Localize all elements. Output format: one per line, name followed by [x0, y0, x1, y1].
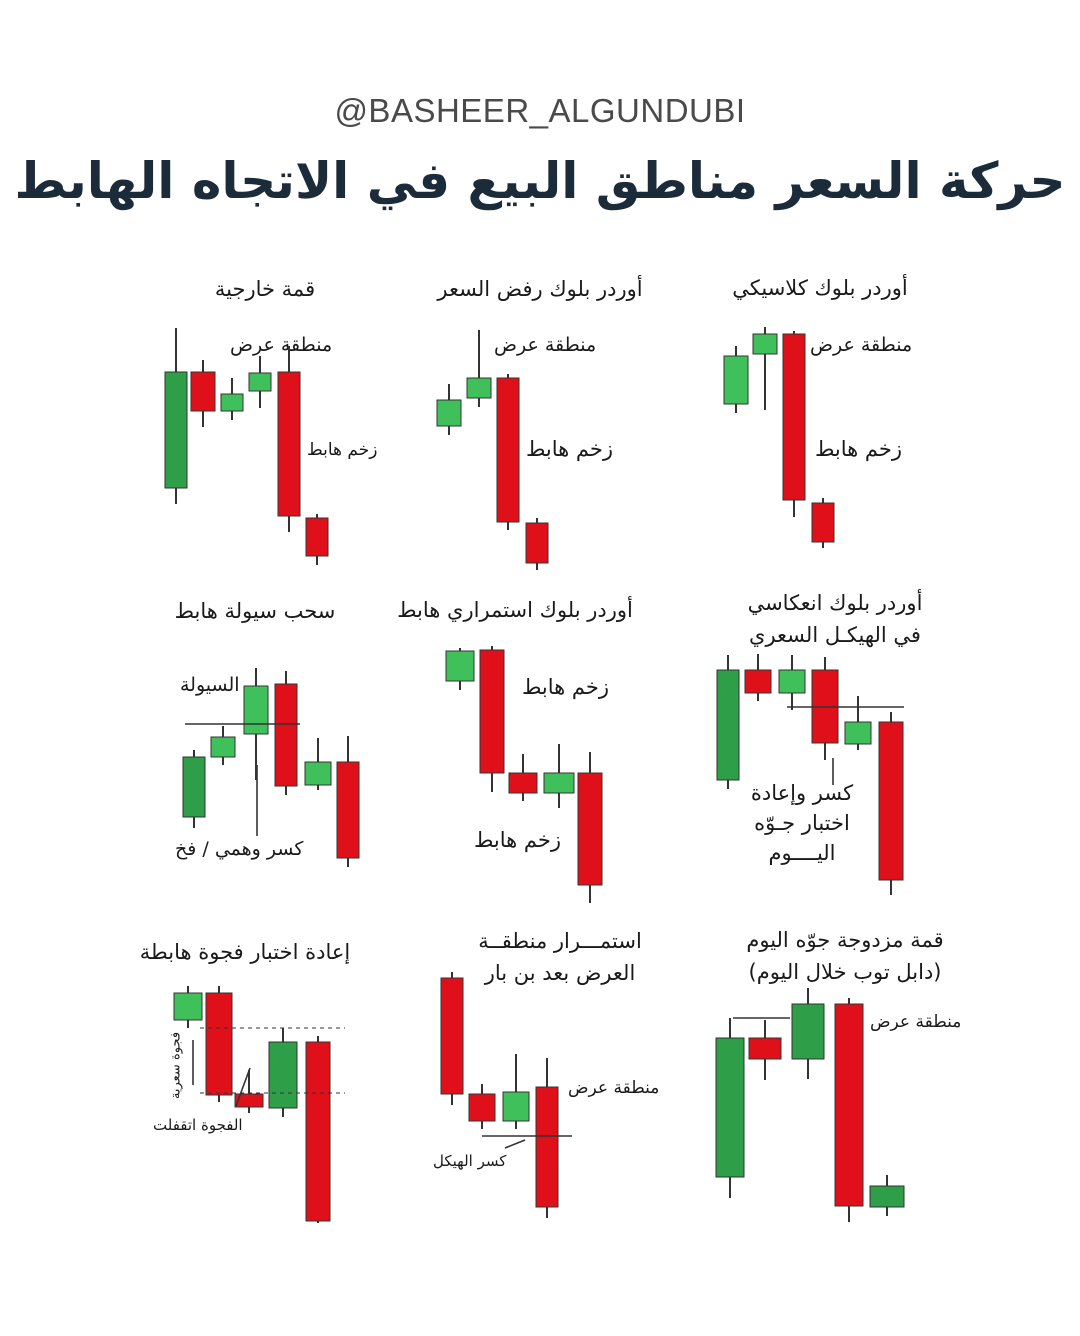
label-bearish-momentum-1: زخم هابط: [307, 440, 378, 460]
bearish-candle: [469, 1084, 495, 1129]
bullish-candle: [211, 726, 235, 765]
panel-title-reversal-ob: أوردر بلوك انعكاسي في الهيكـل السعري: [747, 591, 923, 647]
structure-break-pointer: [505, 1140, 525, 1148]
bullish-candle: [845, 696, 871, 750]
label-price-gap: فجوة سعرية: [168, 1031, 184, 1100]
bearish-candle: [497, 374, 519, 530]
author-handle: @BASHEER_ALGUNDUBI: [334, 92, 746, 129]
bullish-candle: [165, 328, 187, 504]
bearish-candle: [812, 657, 838, 760]
panel-title-pinbar-supply: استمـــرار منطقــة العرض بعد بن بار: [478, 929, 642, 985]
bullish-candle: [437, 384, 461, 435]
panel-title-rejection-ob: أوردر بلوك رفض السعر: [437, 277, 643, 301]
label-bearish-momentum-2: زخم هابط: [526, 437, 614, 461]
bullish-candle: [503, 1054, 529, 1129]
bullish-candle: [779, 655, 805, 710]
bullish-candle: [792, 988, 824, 1079]
bearish-candle: [337, 736, 359, 867]
bearish-candle: [480, 646, 504, 792]
label-supply-zone-9: منطقة عرض: [870, 1012, 962, 1032]
label-supply-zone-2: منطقة عرض: [494, 334, 597, 356]
panel-title-double-top: قمة مزدوجة جوّه اليوم (دابل توب خلال اليوم): [746, 928, 944, 984]
bullish-candle: [467, 330, 491, 407]
bullish-candle: [446, 648, 474, 690]
label-structure-break: كسر الهيكل: [433, 1152, 507, 1170]
bearish-candle: [879, 712, 903, 895]
bullish-candle: [870, 1175, 904, 1216]
bearish-candle: [441, 972, 463, 1105]
panel-title-gap-retest: إعادة اختبار فجوة هابطة: [139, 940, 351, 964]
label-liquidity: السيولة: [180, 674, 240, 696]
bearish-candle: [306, 1036, 330, 1223]
label-fake-break: كسر وهمي / فخ: [175, 838, 304, 860]
bullish-candle: [174, 986, 202, 1028]
label-bearish-momentum-4: زخم هابط: [522, 675, 610, 699]
bearish-candle: [206, 986, 232, 1102]
bearish-candle: [306, 514, 328, 565]
label-bearish-momentum-3: زخم هابط: [815, 437, 903, 461]
bullish-candle: [221, 378, 243, 420]
bearish-candle: [235, 1070, 263, 1113]
panel-title-outside-top: قمة خارجية: [214, 277, 316, 301]
bearish-candle: [812, 498, 834, 548]
bullish-candle: [716, 1018, 744, 1198]
bearish-candle: [749, 1020, 781, 1080]
label-supply-zone-8: منطقة عرض: [568, 1078, 660, 1098]
panel-title-continuation-ob: أوردر بلوك استمراري هابط: [397, 598, 633, 622]
label-break-retest: كسر وإعادة اختبار جـوّه اليــــوم: [750, 781, 854, 865]
bearish-candle: [536, 1058, 558, 1218]
bearish-candle: [578, 752, 602, 903]
bullish-candle: [753, 327, 777, 410]
bullish-candle: [249, 356, 271, 408]
bearish-candle: [191, 360, 215, 427]
bearish-candle: [278, 346, 300, 532]
bearish-candle: [275, 671, 297, 795]
page-title: حركة السعر مناطق البيع في الاتجاه الهابط: [14, 152, 1066, 210]
label-supply-zone-1: منطقة عرض: [230, 334, 333, 356]
bearish-candle: [783, 331, 805, 517]
bullish-candle: [305, 738, 331, 790]
bearish-candle: [526, 518, 548, 570]
label-supply-zone-3: منطقة عرض: [810, 334, 913, 356]
label-gap-filled: الفجوة اتقفلت: [153, 1116, 243, 1134]
panel-title-classic-ob: أوردر بلوك كلاسيكي: [732, 276, 908, 300]
bearish-candle: [835, 998, 863, 1222]
bullish-candle: [544, 744, 574, 808]
label-bearish-momentum-5: زخم هابط: [474, 828, 562, 852]
bullish-candle: [183, 750, 205, 828]
bullish-candle: [717, 655, 739, 789]
bearish-candle: [745, 654, 771, 701]
bullish-candle: [724, 346, 748, 413]
panel-title-liquidity-sweep: سحب سيولة هابط: [174, 599, 336, 623]
bearish-candle: [509, 754, 537, 801]
bullish-candle: [269, 1028, 297, 1117]
